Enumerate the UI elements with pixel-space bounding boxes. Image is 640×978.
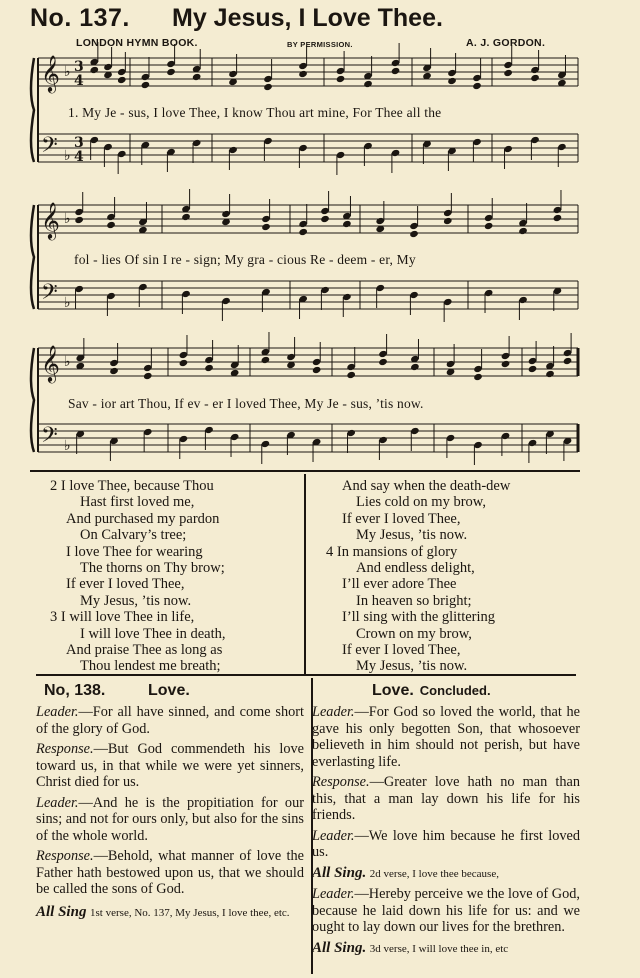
role-label: Response.: [36, 741, 94, 757]
verse-line: My Jesus, ’tis now.: [356, 658, 468, 675]
paragraph-text: —Hereby perceive we the love of God, because he laid down his life for us: and we ought to lay down our lives for the brethren.: [312, 886, 580, 935]
treble-note: [530, 74, 540, 82]
verse-line: 3 I will love Thee in life,: [50, 609, 195, 626]
treble-note: [378, 358, 388, 366]
treble-note: [143, 372, 153, 380]
flat-icon: ♭: [64, 295, 71, 311]
verse-line: Crown on my brow,: [356, 625, 472, 642]
flat-icon: ♭: [64, 211, 71, 227]
verse-line: And praise Thee as long as: [66, 642, 223, 659]
verse-line: 2 I love Thee, because Thou: [50, 478, 214, 494]
treble-note: [261, 356, 271, 364]
treble-note: [545, 370, 555, 378]
treble-note: [298, 228, 308, 236]
hymn-number: No. 137.: [30, 4, 130, 32]
verse-line: The thorns on Thy brow;: [80, 560, 225, 577]
verse-line: And endless delight,: [356, 560, 475, 577]
treble-note: [179, 359, 189, 367]
treble-note: [473, 373, 483, 381]
role-label: Leader.: [312, 886, 355, 902]
treble-note: [166, 68, 176, 76]
flat-icon: ♭: [64, 438, 71, 454]
verse-line: My Jesus, ’tis now.: [80, 592, 192, 609]
verse-line: I’ll sing with the glittering: [342, 609, 496, 626]
verse-line: And purchased my pardon: [66, 510, 220, 527]
bass-clef-icon: 𝄢: [41, 280, 58, 310]
treble-note: [503, 69, 513, 77]
treble-note: [518, 227, 528, 235]
all-sing-label: All Sing.: [312, 864, 367, 881]
reading-title-concluded: [372, 682, 491, 700]
role-label: Response.: [312, 774, 370, 790]
treble-note: [298, 70, 308, 78]
reading-title: Love.: [148, 682, 190, 699]
treble-note: [484, 222, 494, 230]
concluded-title: Love.: [372, 682, 414, 699]
all-sing-label: All Sing.: [312, 939, 367, 956]
bass-clef-icon: 𝄢: [41, 423, 58, 453]
divider-middle: [36, 674, 576, 676]
treble-note: [261, 223, 271, 231]
treble-note: [312, 366, 322, 374]
all-sing-instruction: [36, 904, 304, 922]
role-label: Response.: [36, 848, 94, 864]
composer-name: A. J. GORDON.: [466, 37, 546, 49]
treble-note: [528, 365, 538, 373]
treble-note: [447, 77, 457, 85]
treble-note: [109, 367, 119, 375]
verses-left: [50, 478, 226, 675]
verse-line: On Calvary’s tree;: [80, 527, 187, 544]
treble-note: [553, 214, 563, 222]
reading-paragraph: [36, 795, 304, 845]
paragraph-text: —Greater love hath no man than this, that a man lay down his life for his friends.: [312, 774, 580, 823]
all-sing-note: 1st verse, No. 137, My Jesus, I love thee, etc.: [90, 906, 290, 919]
reading-paragraph: [36, 848, 304, 898]
treble-note: [117, 76, 127, 84]
treble-note: [181, 213, 191, 221]
verse-line: If ever I loved Thee,: [342, 642, 461, 659]
flat-icon: ♭: [64, 148, 71, 164]
treble-note: [410, 363, 420, 371]
treble-note: [336, 75, 346, 83]
treble-note: [204, 364, 214, 372]
verse-line: I love Thee for wearing: [66, 543, 203, 560]
role-label: Leader.: [36, 704, 79, 720]
treble-note: [192, 73, 202, 81]
time-signature-top: 3: [74, 59, 84, 75]
treble-note: [320, 215, 330, 223]
paragraph-text: —Behold, what manner of love the Father hath bestowed upon us, that we should be called the sons of God.: [36, 848, 304, 897]
all-sing-instruction: [312, 940, 580, 958]
role-label: Leader.: [36, 794, 79, 811]
treble-note: [409, 230, 419, 238]
all-sing-label: All Sing: [36, 903, 87, 920]
hymn-title: My Jesus, I Love Thee.: [172, 4, 443, 32]
treble-note: [443, 217, 453, 225]
brace: [31, 348, 34, 452]
paragraph-text: —For all have sinned, and come short of the glory of God.: [36, 704, 304, 737]
verse-line: I’ll ever adore Thee: [342, 576, 457, 593]
reading-right-column: [312, 704, 580, 961]
reading-number: No, 138.: [44, 682, 106, 699]
lyric-line-3: Sav - ior art Thou, If ev - er I loved Thee, My Je - sus, ’tis now.: [68, 396, 424, 411]
verse-line: If ever I loved Thee,: [66, 576, 185, 593]
treble-clef-icon: 𝄞: [41, 344, 60, 382]
brace: [31, 205, 34, 309]
brace: [31, 58, 34, 162]
time-signature-bottom: 4: [74, 73, 84, 89]
treble-note: [472, 82, 482, 90]
verse-line: And say when the death-dew: [342, 478, 511, 494]
verse-line: In heaven so bright;: [356, 592, 472, 609]
flat-icon: ♭: [64, 354, 71, 370]
flat-icon: ♭: [64, 64, 71, 80]
concluded-label: Concluded.: [419, 683, 491, 698]
divider-top: [30, 470, 580, 472]
paragraph-text: —For God so loved the world, that he gave his only begotten Son, that whosoever believeth in him should not perish, but have everlasting life.: [312, 704, 580, 770]
reading-paragraph: [312, 774, 580, 824]
paragraph-text: —But God commendeth his love toward us, in that while we were yet sinners, Christ died for us.: [36, 741, 304, 790]
treble-clef-icon: 𝄞: [41, 201, 60, 239]
role-label: Leader.: [312, 704, 355, 720]
verse-line: I will love Thee in death,: [80, 625, 226, 642]
reading-paragraph: [312, 886, 580, 936]
lyric-line-1: 1. My Je - sus, I love Thee, I know Thou art mine, For Thee all the: [68, 105, 442, 120]
verses-right: [326, 478, 510, 675]
time-signature-bottom: 4: [74, 149, 84, 165]
all-sing-note: 3d verse, I will love thee in, etc: [369, 942, 509, 955]
all-sing-instruction: [312, 865, 580, 883]
verse-line: My Jesus, ’tis now.: [356, 527, 468, 544]
reading-paragraph: [312, 828, 580, 861]
treble-note: [563, 357, 573, 365]
lyric-line-2: fol - lies Of sin I re - sign; My gra - cious Re - deem - er, My: [74, 252, 416, 267]
bass-clef-icon: 𝄢: [41, 133, 58, 163]
reading-paragraph: [36, 704, 304, 737]
reading-left-column: [36, 704, 304, 925]
paragraph-text: —We love him because he first loved us.: [312, 827, 580, 860]
hymn-source: LONDON HYMN BOOK.: [76, 37, 198, 49]
permission-note: BY PERMISSION.: [287, 40, 353, 49]
treble-note: [391, 67, 401, 75]
paragraph-text: —And he is the propitiation for our sins; and not for ours only, but also for the sins of the whole world.: [36, 794, 304, 844]
treble-note: [89, 66, 99, 74]
treble-note: [263, 83, 273, 91]
treble-note: [342, 220, 352, 228]
all-sing-note: 2d verse, I love thee because,: [369, 867, 499, 880]
treble-note: [141, 81, 151, 89]
reading-paragraph: [36, 741, 304, 791]
verse-line: 4 In mansions of glory: [326, 543, 458, 560]
reading-paragraph: [312, 704, 580, 770]
treble-note: [501, 360, 511, 368]
treble-note: [106, 221, 116, 229]
treble-clef-icon: 𝄞: [41, 54, 60, 92]
verse-column-divider: [304, 474, 306, 674]
time-signature-top: 3: [74, 135, 84, 151]
verse-line: Hast first loved me,: [80, 494, 195, 511]
verse-line: Thou lendest me breath;: [80, 658, 221, 675]
treble-note: [363, 80, 373, 88]
verse-line: Lies cold on my brow,: [356, 494, 486, 511]
treble-note: [74, 216, 84, 224]
role-label: Leader.: [312, 827, 355, 844]
verse-line: If ever I loved Thee,: [342, 510, 461, 527]
treble-note: [346, 371, 356, 379]
